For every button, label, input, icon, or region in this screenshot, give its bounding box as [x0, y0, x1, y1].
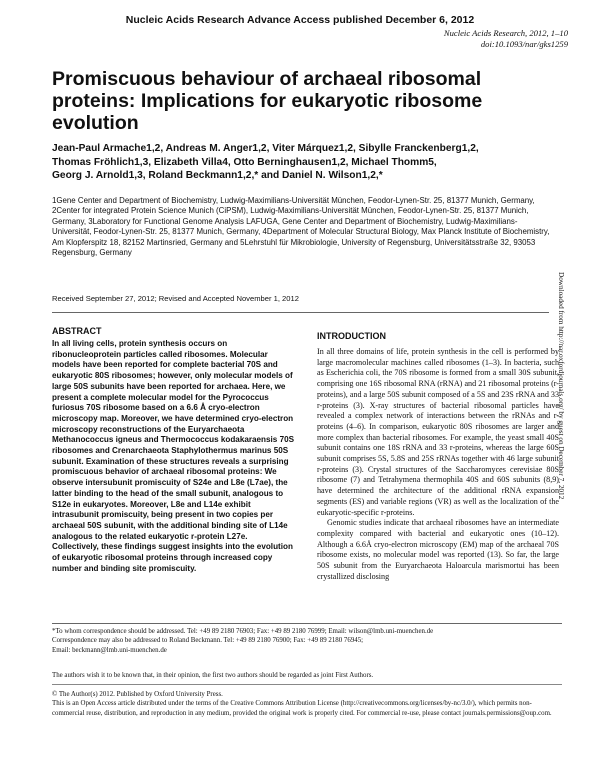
affiliations: 1Gene Center and Department of Biochemistry, Ludwig-Maximilians-Universität München, Feodor-Lynen-Str. 25, 81377 Munich, Germany, 2Center for integrated Protein Science Munich (CiPSM), Ludwig-Maximilians-Universität München, Feodor-Lynen-Str. 25, 81377 Munich, Germany, 3Laboratory for Functional Genome Analysis LAFUGA, Gene Center and Department of Biochemistry, Ludwig-Maximilians-Universität, Feodor-Lynen-Str. 25, 81377 Munich, Germany, 4Department of Molecular Structural Biology, Max Planck Institute of Biochemistry, Am Klopferspitz 18, 82152 Martinsried, Germany and 5Lehrstuhl für Mikrobiologie, University of Regensburg, Universitätsstraße 32, 93053 Regensburg, Germany	[52, 196, 550, 258]
received-dates: Received September 27, 2012; Revised and Accepted November 1, 2012	[52, 294, 299, 303]
abstract-heading: ABSTRACT	[52, 326, 102, 336]
correspondence-line-1: *To whom correspondence should be addressed. Tel: +49 89 2180 76903; Fax: +49 89 2180 76999; Email: wilson@lmb.uni-muenchen.de	[52, 628, 434, 635]
author-list	[52, 142, 552, 183]
abstract-text: In all living cells, protein synthesis occurs on ribonucleoprotein particles called ribosomes. Molecular models have been reported for complete bacterial 70S and eukaryotic 80S ribosomes; however, only molecular models of large 50S subunits have been reported for archaea. Here, we present a complete molecular model for the Pyrococcus furiosus 70S ribosome based on a 6.6 Å cryo-electron microscopy map. Moreover, we have determined cryo-electron microscopy reconstructions of the Euryarchaeota Methanococcus igneus and Thermococcus kodakaraensis 70S ribosomes and Crenarchaeota Staphylothermus marinus 50S subunit. Examination of these structures reveals a surprising promiscuous behavior of archaeal ribosomal proteins: We observe intersubunit promiscuity of S24e and L8e (L7ae), the latter binding to the head of the small subunit, analogous to S12e in eukaryotes. Moreover, L8e and L14e exhibit intrasubunit promiscuity, being present in two copies per archaeal 50S subunit, with the additional binding site of L14e analogous to the related eukaryotic r-protein L27e. Collectively, these findings suggest insights into the evolution of eukaryotic ribosomal proteins through increased copy number and binding site promiscuity.	[52, 339, 295, 573]
footnote-divider	[52, 623, 562, 624]
correspondence-line-2: Correspondence may also be addressed to Roland Beckmann. Tel: +49 89 2180 76900; Fax: +49 89 2180 76945;	[52, 637, 364, 645]
journal-line: Nucleic Acids Research, 2012, 1–10	[443, 28, 568, 38]
authors-line-2: Thomas Fröhlich1,3, Elizabeth Villa4, Otto Berninghausen1,2, Michael Thomm5,	[52, 156, 437, 168]
doi-line[interactable]: doi:10.1093/nar/gks1259	[480, 39, 568, 49]
copyright-notice	[52, 690, 557, 718]
advance-access-banner: Nucleic Acids Research Advance Access published December 6, 2012	[125, 14, 475, 26]
introduction-text	[317, 347, 559, 582]
introduction-paragraph-1: In all three domains of life, protein synthesis in the cell is performed by large macromolecular machines called ribosomes (1–3). In bacteria, such as Escherichia coli, the 70S ribosome is formed from a small 30S subunit, comprising one 16S ribosomal RNA (rRNA) and 21 ribosomal proteins (r-proteins), and a large 50S subunit composed of a 5S and 23S rRNA and 33 r-proteins (3). X-ray structures of bacterial ribosomal particles have revealed a complex network of interactions between the rRNAs and r-proteins (4–6). In comparison, eukaryotic 80S ribosomes are larger and more complex than bacterial ribosomes. For example, the yeast small 40S subunit contains one 18S rRNA and 33 r-proteins, whereas the large 60S subunit comprises 5S, 5.8S and 25S rRNAs together with 46 large subunit r-proteins (3). Crystal structures of the Saccharomyces cerevisiae 80S ribosome (7) and Tetrahymena thermophila 40S and 60S subunits (8,9) have determined the architecture of the additional rRNA expansion segments (ES) and variable regions (VR) as well as the localization of the eukaryotic-specific r-proteins.	[317, 347, 559, 517]
header-divider	[52, 312, 549, 313]
copyright-line: © The Author(s) 2012. Published by Oxford University Press.	[52, 691, 223, 698]
download-sidebar	[553, 272, 569, 572]
introduction-paragraph-2: Genomic studies indicate that archaeal ribosomes have an intermediate complexity compared with bacterial and eukaryotic ones (10–12). Although a 6.6Å cryo-electron microscopy (EM) map of the archaeal 70S ribosome exists, no molecular model was reported (13). So far, the large 50S subunit from the Euryarchaeota Haloarcula marismortui has been crystallized disclosing	[317, 518, 559, 581]
correspondence-footnote	[52, 627, 557, 655]
download-notice[interactable]: Downloaded from http://nar.oxfordjournals.org/ by guest on December 7, 2012	[557, 272, 565, 500]
authors-line-3: Georg J. Arnold1,3, Roland Beckmann1,2,* and Daniel N. Wilson1,2,*	[52, 170, 383, 181]
article-title: Promiscuous behaviour of archaeal ribosomal proteins: Implications for eukaryotic ribosome evolution	[52, 68, 483, 134]
license-text: This is an Open Access article distributed under the terms of the Creative Commons Attribution License (http://creativecommons.org/licenses/by-nc/3.0/), which permits non-commercial reuse, distribution, and reproduction in any medium, provided the original work is properly cited. For commercial re-use, please contact journals.permissions@oup.com.	[52, 700, 552, 717]
journal-citation	[444, 28, 568, 50]
correspondence-line-3: Email: beckmann@lmb.uni-muenchen.de	[52, 646, 167, 654]
authors-line-1: Jean-Paul Armache1,2, Andreas M. Anger1,2, Viter Márquez1,2, Sibylle Franckenberg1,2,	[52, 143, 479, 154]
copyright-divider	[52, 684, 562, 685]
joint-authors-note: The authors wish it to be known that, in their opinion, the first two authors should be regarded as joint First Authors.	[52, 672, 374, 679]
introduction-heading: INTRODUCTION	[317, 331, 386, 341]
